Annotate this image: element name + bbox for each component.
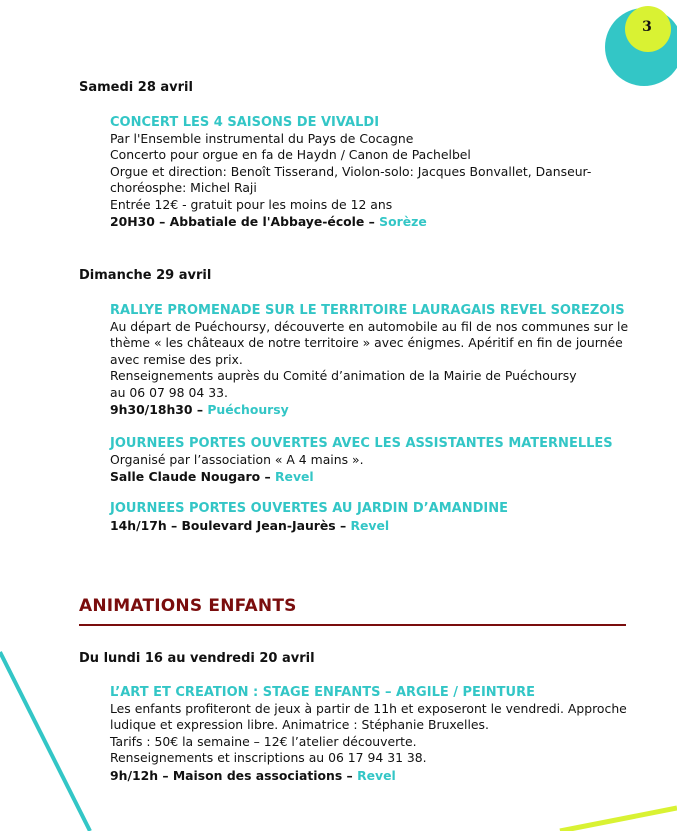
event-text-line: avec remise des prix. [110,351,243,367]
event-block [110,500,636,534]
event-city: Sorèze [379,214,427,230]
event-city: Revel [275,469,314,485]
event-title: JOURNEES PORTES OUVERTES AU JARDIN D’AMANDINE [110,501,508,516]
event-time-place: 14h/17h – Boulevard Jean-Jaurès – [110,518,351,533]
date-heading: Du lundi 16 au vendredi 20 avril [79,651,315,666]
event-city: Revel [357,767,396,783]
event-location [110,468,636,485]
event-text-line: choréosphe: Michel Raji [110,180,257,196]
event-location [110,213,636,230]
section-divider [79,624,626,626]
lime-diagonal-line-decoration [560,808,677,831]
date-heading: Dimanche 29 avril [79,268,212,283]
event-location [110,767,636,784]
date-heading: Samedi 28 avril [79,80,193,95]
event-text-line: Orgue et direction: Benoît Tisserand, Violon-solo: Jacques Bonvallet, Danseur- [110,163,592,179]
event-city: Puéchoursy [207,402,289,418]
event-title: JOURNEES PORTES OUVERTES AVEC LES ASSISTANTES MATERNELLES [110,436,613,451]
event-text-line: ludique et expression libre. Animatrice : Stéphanie Bruxelles. [110,717,489,733]
event-text-line: au 06 07 98 04 33. [110,384,228,400]
event-location [110,401,636,418]
event-text-line: Renseignements auprès du Comité d’animation de la Mairie de Puéchoursy [110,368,577,384]
event-title: RALLYE PROMENADE SUR LE TERRITOIRE LAURAGAIS REVEL SOREZOIS [110,303,625,318]
teal-diagonal-line-decoration [0,652,90,831]
event-time-place: 20H30 – Abbatiale de l'Abbaye-école – [110,214,380,230]
event-text-line: thème « les châteaux de notre territoire » avec énigmes. Apéritif en fin de journée [110,335,623,351]
event-text-line: Entrée 12€ - gratuit pour les moins de 12 ans [110,196,393,212]
event-block [110,114,636,230]
event-text-line: Au départ de Puéchoursy, découverte en automobile au fil de nos communes sur le [110,319,629,334]
event-block [110,302,636,418]
event-text-line: Les enfants profiteront de jeux à partir de 11h et exposeront le vendredi. Approche [110,701,627,716]
event-block [110,435,636,485]
event-city: Revel [350,518,390,533]
event-text-line: Organisé par l’association « A 4 mains ». [110,452,364,467]
event-time-place: 9h30/18h30 – [110,402,208,418]
event-title: L’ART ET CREATION : STAGE ENFANTS – ARGILE / PEINTURE [110,685,535,700]
section-title: ANIMATIONS ENFANTS [79,596,297,616]
event-location [110,517,636,534]
event-text-line: Par l'Ensemble instrumental du Pays de Cocagne [110,131,414,146]
event-text-line: Concerto pour orgue en fa de Haydn / Canon de Pachelbel [110,147,471,163]
event-title: CONCERT LES 4 SAISONS DE VIVALDI [110,115,380,130]
event-text-line: Renseignements et inscriptions au 06 17 94 31 38. [110,750,427,766]
event-time-place: Salle Claude Nougaro – [110,469,275,485]
event-time-place: 9h/12h – Maison des associations – [110,767,358,783]
event-text-line: Tarifs : 50€ la semaine – 12€ l’atelier découverte. [110,733,417,749]
event-block [110,684,636,784]
page-number: 3 [642,19,652,35]
